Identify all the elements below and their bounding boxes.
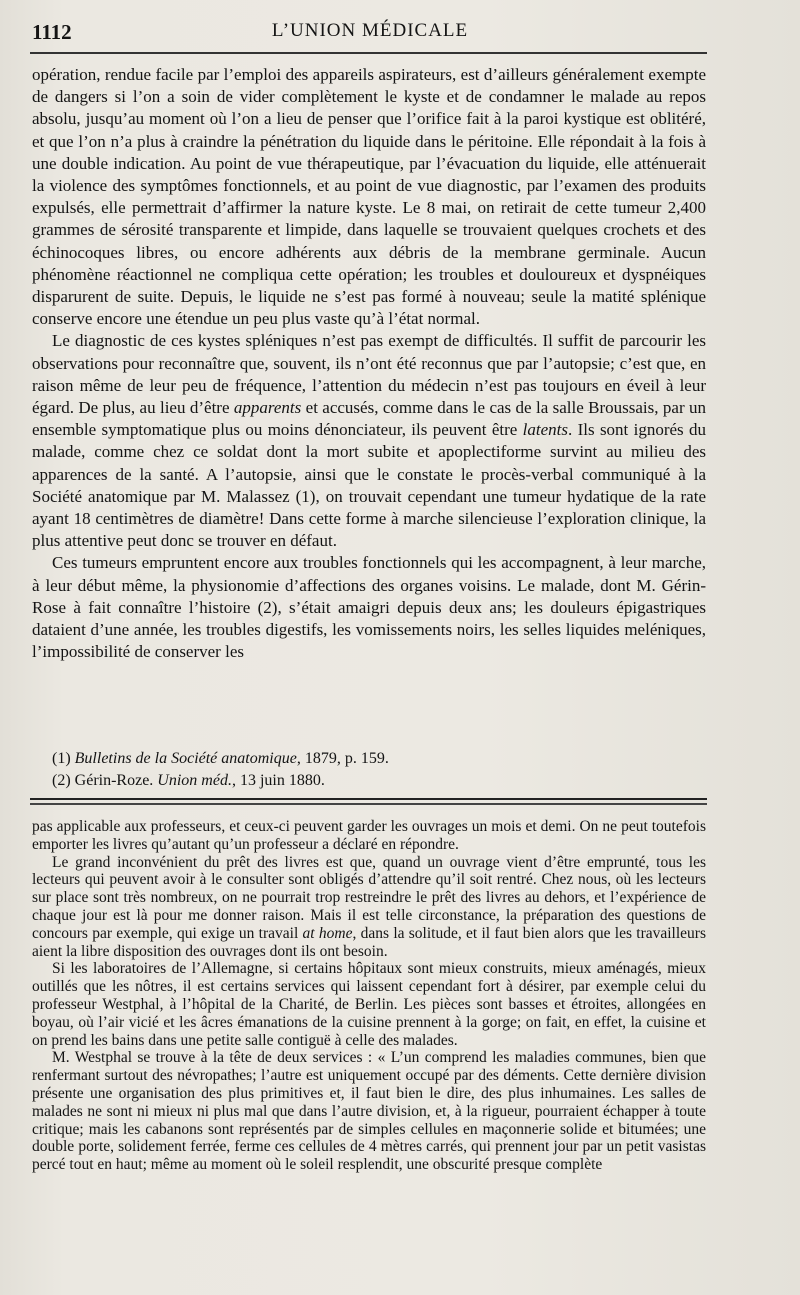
lower-paragraph-2-text-a: Le grand inconvénient du prêt des livres est que, quand un ouvrage vient d’être emprunté, tous les lecteurs qui peuvent avoir à le consulter sont obligés d’attendre qu’il soit rentré. Chez nous, où les lecteurs sur place sont très nombreux, on ne pourrait trop restreindre le prêt des livres au dehors, et l’expérience de chaque jour est là pour me donner raison. Mais il est telle circonstance, la préparation des questions de concours par exemple, qui exige un travail xyxy=(32,853,706,942)
footnote-1-ref: , 1879, p. 159. xyxy=(296,750,389,767)
header-rule xyxy=(30,52,707,54)
running-title: L’UNION MÉDICALE xyxy=(271,20,469,41)
lower-paragraph-2-text-b: , dans la solitude, et il faut bien alors que les travailleurs aient la libre disposition des ouvrages dont ils ont besoin. xyxy=(32,924,706,960)
separator-rule-bottom xyxy=(30,803,707,805)
footnote-2-author: Gérin-Roze. xyxy=(74,772,158,789)
emphasis-latents: latents xyxy=(522,420,569,440)
lower-paragraph-3: Si les laboratoires de l’Allemagne, si certains hôpitaux sont mieux construits, mieux aménagés, mieux outillés que les nôtres, il est certains services qui laissent cependant fort à désirer, par exemple celui du professeur Westphal, à l’hôpital de la Charité, de Berlin. Les pièces sont basses et étroites, allongées en boyau, où l’air vicié et les âcres émanations de la cuisine prennent à la gorge; on fait, en effet, la cuisine et on prend les bains dans une petite salle contiguë à celle des malades. xyxy=(32,960,706,1049)
separator-rule-top xyxy=(30,798,707,800)
lower-column-text xyxy=(32,818,706,1174)
footnote-2-ref: , 13 juin 1880. xyxy=(231,772,325,789)
lower-paragraph-4: M. Westphal se trouve à la tête de deux services : « L’un comprend les maladies communes, bien que renfermant surtout des névropathes; l’autre est uniquement occupé par des déments. Cette dernière division présente une organisation des plus primitives et, il faut bien le dire, des plus inhumaines. Les salles de malades ne sont ni mieux ni plus mal que dans l’autre division, et, à la rigueur, pourraient échapper à toute critique; mais les cabanons sont représentés par de simples cellules en maçonnerie solide et bitumées; une double porte, solidement ferrée, ferme ces cellules de 4 mètres carrés, qui prennent jour par un petit vasistas percé tout en haut; même au moment où le soleil resplendit, une obscurité presque complète xyxy=(32,1049,706,1174)
paragraph-2-text-a: Le diagnostic de ces kystes spléniques n’est pas exempt de difficultés. Il suffit de parcourir les observations pour reconnaître que, souvent, ils n’ont été reconnus que par l’autopsie; c’est que, en raison même de leur peu de fréquence, l’attention du médecin n’est pas toujours en éveil à leur égard. De plus, au lieu d’être xyxy=(32,331,706,418)
main-article-text xyxy=(32,64,706,663)
page-header xyxy=(30,12,710,52)
footnote-1-title: Bulletins de la Société anatomique xyxy=(74,750,297,767)
paragraph-1: opération, rendue facile par l’emploi des appareils aspirateurs, est d’ailleurs généralement exempte de dangers si l’on a soin de vider complètement le kyste et de condamner le malade au repos absolu, jusqu’au moment où l’on a lieu de penser que l’orifice fait à la paroi kystique est oblitéré, et que l’on n’a plus à craindre la pénétration du liquide dans le péritoine. Elle répondait à la fois à une double indication. Au point de vue thérapeutique, par l’évacuation du liquide, elle atténuerait la violence des symptômes fonctionnels, et au point de vue diagnostic, par l’examen des produits expulsés, elle permettrait d’affirmer la nature kyste. Le 8 mai, on retirait de cette tumeur 2,400 grammes de sérosité transparente et limpide, dans laquelle se trouvaient quelques crochets et des échinocoques libres, ou encore adhérents aux débris de la membrane germinale. Aucun phénomène réactionnel ne compliqua cette opération; les troubles et douloureux et dyspnéiques disparurent de suite. Depuis, le liquide ne s’est pas formé à nouveau; seule la matité splénique conserve encore une étendue un peu plus vaste qu’à l’état normal. xyxy=(32,65,706,329)
footnote-1-number: (1) xyxy=(52,750,75,767)
lower-paragraph-2 xyxy=(32,854,706,961)
emphasis-at-home: at home xyxy=(302,924,353,942)
footnote-2-title: Union méd. xyxy=(157,772,232,789)
lower-paragraph-1: pas applicable aux professeurs, et ceux-ci peuvent garder les ouvrages un mois et demi. On ne peut toutefois emporter les livres qu’autant qu’un professeur a déclaré en répondre. xyxy=(32,818,706,853)
page-number: 1112 xyxy=(32,20,72,44)
paragraph-3: Ces tumeurs empruntent encore aux troubles fonctionnels qui les accompagnent, à leur marche, à leur début même, la physionomie d’affections des organes voisins. Le malade, dont M. Gérin-Rose à fait connaître l’histoire (2), s’était amaigri depuis deux ans; les douleurs épigastriques dataient d’une année, les troubles digestifs, les vomissements noirs, les selles liquides meléniques, l’impossibilité de conserver les xyxy=(32,553,706,662)
emphasis-apparents: apparents xyxy=(233,398,302,418)
footnotes xyxy=(32,748,706,792)
footnote-2 xyxy=(32,770,706,792)
paragraph-2-text-c: . Ils sont ignorés du malade, comme chez ce soldat dont la mort subite et apoplectiforme survint au milieu des apparences de la santé. A l’autopsie, ainsi que le constate le procès-verbal communiqué à la Société anatomique par M. Malassez (1), on trouvait cependant une tumeur hydatique de la rate ayant 18 centimètres de diamètre! Dans cette forme à marche silencieuse l’exploration clinique, la plus attentive peut donc se trouver en défaut. xyxy=(32,420,706,551)
paragraph-2-text-b: et accusés, comme dans le cas de la salle Broussais, par un ensemble symptomatique plus ou moins dénonciateur, ils peuvent être xyxy=(32,398,706,440)
footnote-2-number: (2) xyxy=(52,772,75,789)
footnote-1 xyxy=(32,748,706,770)
paragraph-2 xyxy=(32,330,706,552)
